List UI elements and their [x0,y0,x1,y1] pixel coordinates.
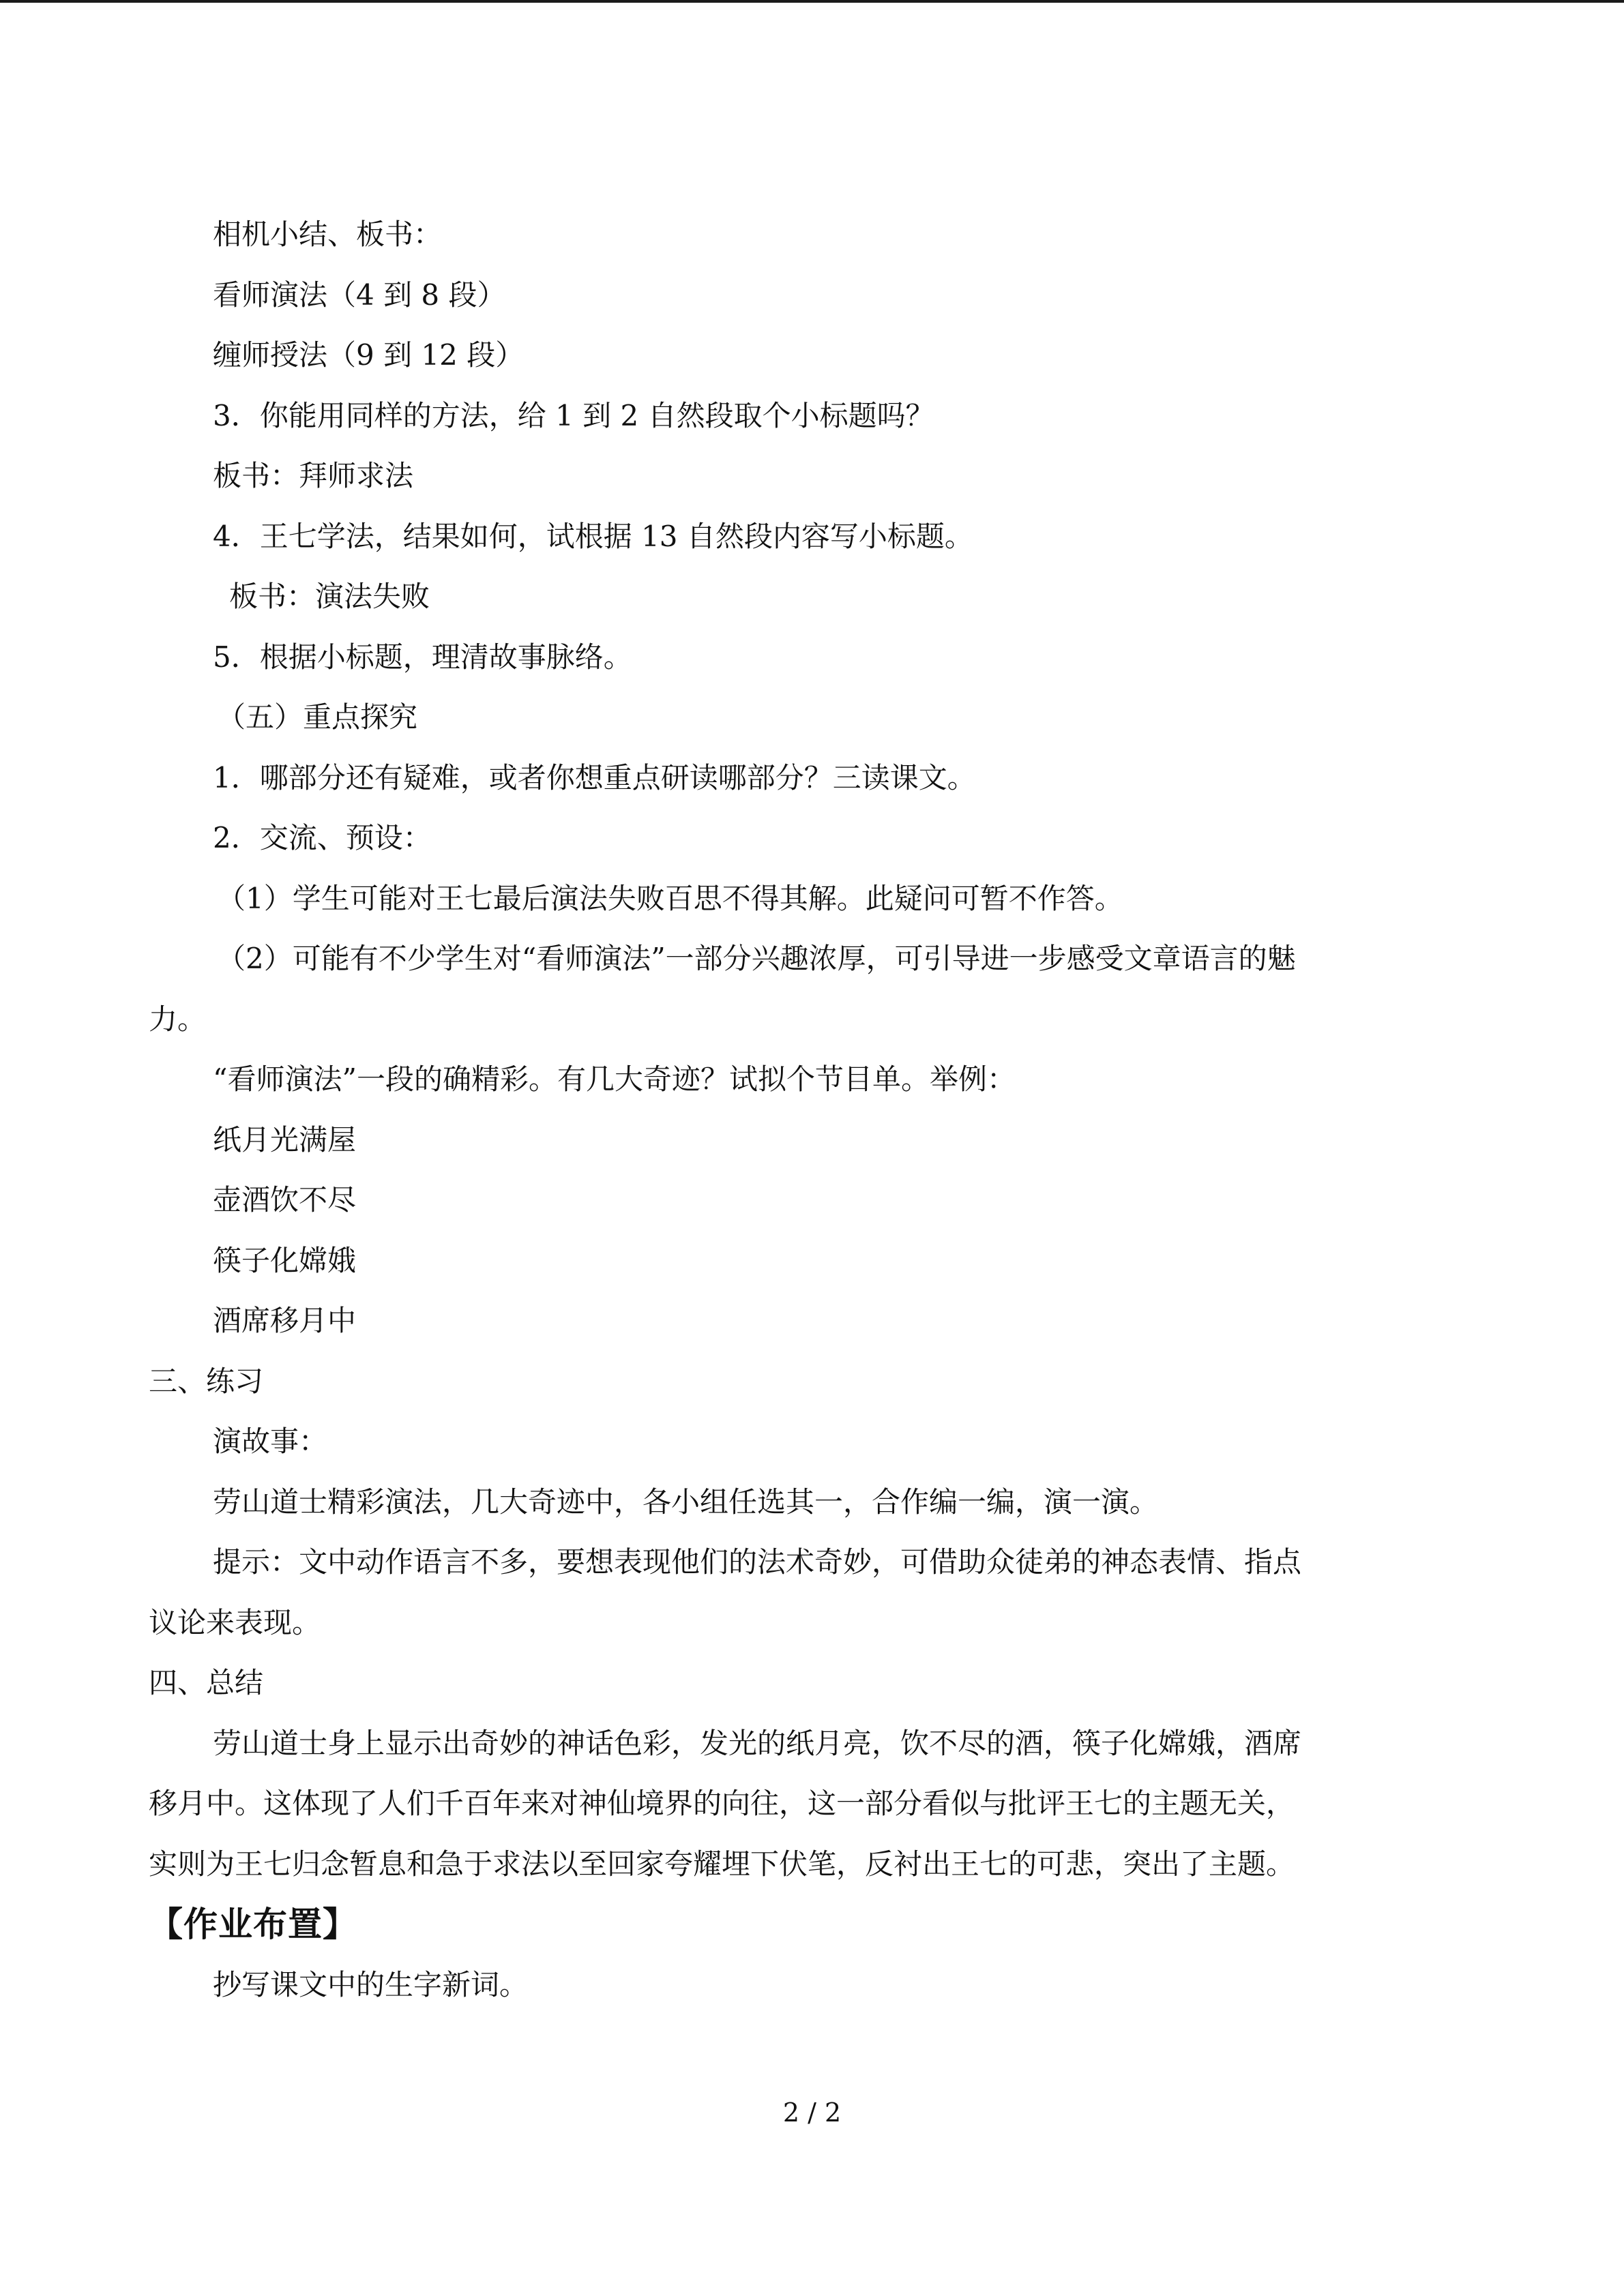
text-line: 2．交流、预设： [213,821,432,854]
list-item: 酒席移月中 [213,1304,357,1337]
text-line: （1）学生可能对王七最后演法失败百思不得其解。此疑问可暂不作答。 [217,881,1123,915]
text-line: 抄写课文中的生字新词。 [213,1967,529,2001]
text-line: “看师演法”一段的确精彩。有几大奇迹？试拟个节目单。举例： [213,1062,1016,1096]
text-line: 3．你能用同样的方法，给 1 到 2 自然段取个小标题吗？ [213,398,934,432]
top-border [0,0,1624,3]
text-line: 板书：演法失败 [229,580,430,613]
text-line: 4．王七学法，结果如何，试根据 13 自然段内容写小标题。 [213,519,973,553]
section-heading: 三、练习 [149,1364,264,1398]
section-heading: 四、总结 [149,1666,264,1699]
list-item: 纸月光满屋 [213,1122,357,1157]
text-line: 移月中。这体现了人们千百年来对神仙境界的向往，这一部分看似与批评王七的主题无关， [149,1787,1295,1820]
homework-heading: 【作业布置】 [149,1905,357,1944]
document-body [149,205,1479,2015]
text-line: 提示：文中动作语言不多，要想表现他们的法术奇妙，可借助众徒弟的神态表情、指点 [213,1545,1302,1579]
text-line: 板书：拜师求法 [213,459,414,492]
page-number: 2 / 2 [782,2098,842,2128]
list-item: 壶酒饮不尽 [213,1183,357,1217]
text-line: 力。 [149,1002,207,1036]
text-line: 议论来表现。 [149,1605,321,1639]
text-line: 实则为王七归念暂息和急于求法以至回家夸耀埋下伏笔，反衬出王七的可悲，突出了主题。 [149,1847,1295,1881]
text-line: 5．根据小标题，理清故事脉络。 [213,640,632,674]
text-line: （2）可能有不少学生对“看师演法”一部分兴趣浓厚，可引导进一步感受文章语言的魅 [217,942,1296,975]
list-item: 筷子化嫦娥 [213,1243,357,1277]
text-line: 相机小结、板书： [213,218,443,251]
text-line: 劳山道士精彩演法，几大奇迹中，各小组任选其一，合作编一编，演一演。 [213,1485,1159,1519]
text-line: 缠师授法（9 到 12 段） [213,338,525,372]
text-line: 看师演法（4 到 8 段） [213,278,506,312]
text-line: 劳山道士身上显示出奇妙的神话色彩，发光的纸月亮，饮不尽的酒，筷子化嫦娥，酒席 [213,1726,1302,1760]
text-line: 1．哪部分还有疑难，或者你想重点研读哪部分？三读课文。 [213,760,976,794]
text-line: 演故事： [213,1425,328,1458]
section-heading: （五）重点探究 [217,700,418,734]
